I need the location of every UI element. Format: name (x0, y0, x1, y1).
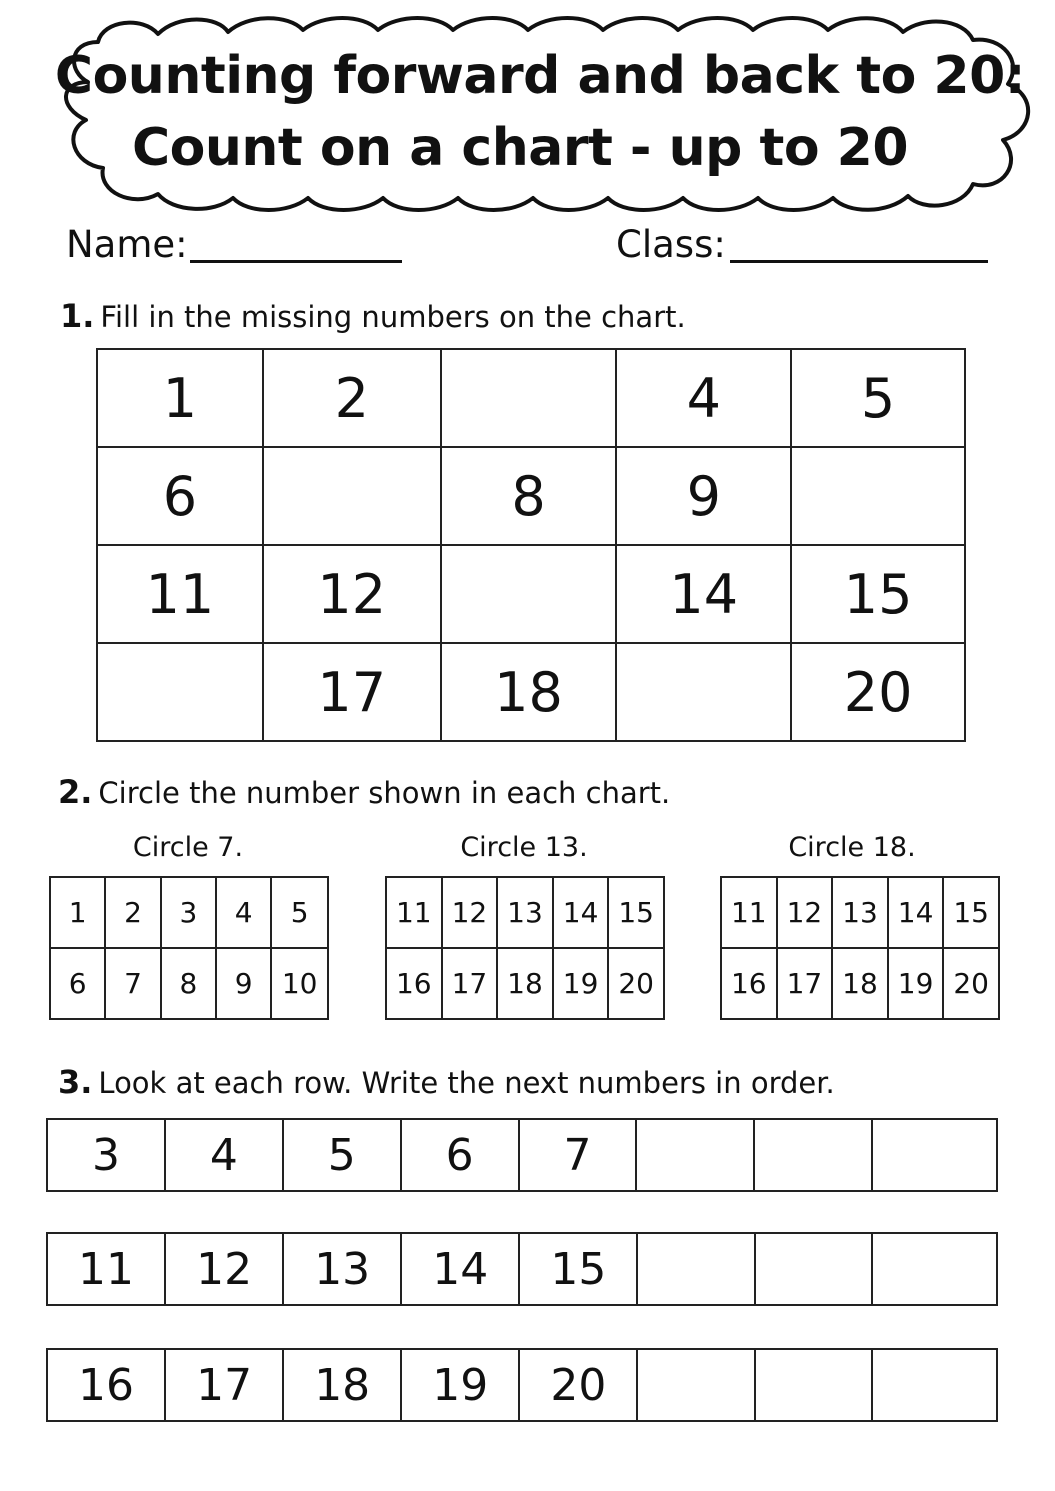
number-cell: 5 (791, 349, 965, 447)
number-cell: 8 (441, 447, 617, 545)
page-title-line-1: Counting forward and back to 20: (54, 46, 1026, 106)
number-cell: 15 (791, 545, 965, 643)
circle-number-cell[interactable]: 9 (216, 948, 271, 1019)
circle-number-cell[interactable]: 2 (105, 877, 160, 948)
circle-number-cell[interactable]: 6 (50, 948, 105, 1019)
number-cell: 18 (441, 643, 617, 741)
number-cell: 20 (519, 1349, 637, 1421)
circle-number-cell[interactable]: 13 (497, 877, 553, 948)
circle-number-cell[interactable]: 8 (161, 948, 216, 1019)
chart-row (50, 948, 328, 1019)
question-2-text: Circle the number shown in each chart. (98, 776, 671, 810)
circle-number-cell[interactable]: 19 (553, 948, 609, 1019)
number-cell: 15 (519, 1233, 637, 1305)
circle-number-cell[interactable]: 20 (943, 948, 999, 1019)
number-cell: 17 (263, 643, 441, 741)
circle-number-cell[interactable]: 16 (386, 948, 442, 1019)
sequence-cells (47, 1233, 997, 1305)
question-1-text: Fill in the missing numbers on the chart. (100, 300, 686, 334)
sequence-row-2 (46, 1232, 998, 1306)
number-cell: 11 (47, 1233, 165, 1305)
circle-chart-2 (385, 876, 665, 1020)
chart-row (97, 643, 965, 741)
blank-answer-cell[interactable] (637, 1349, 754, 1421)
circle-number-cell[interactable]: 18 (832, 948, 888, 1019)
question-2-number: 2. (58, 773, 93, 811)
chart-row (97, 349, 965, 447)
name-label: Name: (66, 223, 188, 266)
sequence-cells (47, 1349, 997, 1421)
number-cell: 2 (263, 349, 441, 447)
sequence-cells (47, 1119, 997, 1191)
number-cell: 9 (616, 447, 791, 545)
circle-number-cell[interactable]: 16 (721, 948, 777, 1019)
chart-row (386, 948, 664, 1019)
circle-number-cell[interactable]: 4 (216, 877, 271, 948)
circle-number-cell[interactable]: 19 (888, 948, 944, 1019)
circle-number-cell[interactable]: 12 (777, 877, 833, 948)
number-cell: 7 (519, 1119, 637, 1191)
number-cell: 6 (401, 1119, 519, 1191)
blank-answer-cell[interactable] (441, 545, 617, 643)
class-label: Class: (616, 223, 726, 266)
name-field[interactable] (190, 260, 402, 263)
sequence-row-1 (46, 1118, 998, 1192)
number-cell: 20 (791, 643, 965, 741)
blank-answer-cell[interactable] (637, 1233, 754, 1305)
blank-answer-cell[interactable] (872, 1233, 997, 1305)
question-1 (60, 298, 686, 335)
question-3-number: 3. (58, 1063, 93, 1101)
blank-answer-cell[interactable] (636, 1119, 754, 1191)
circle-chart-1 (49, 876, 329, 1020)
number-cell: 4 (165, 1119, 283, 1191)
circle-number-cell[interactable]: 10 (271, 948, 328, 1019)
blank-answer-cell[interactable] (441, 349, 617, 447)
number-cell: 12 (263, 545, 441, 643)
circle-number-cell[interactable]: 3 (161, 877, 216, 948)
small-chart-label: Circle 7. (132, 832, 244, 863)
circle-number-cell[interactable]: 15 (608, 877, 664, 948)
circle-number-cell[interactable]: 14 (888, 877, 944, 948)
circle-number-cell[interactable]: 18 (497, 948, 553, 1019)
blank-answer-cell[interactable] (791, 447, 965, 545)
number-cell: 17 (165, 1349, 283, 1421)
number-cell: 19 (401, 1349, 519, 1421)
blank-answer-cell[interactable] (755, 1233, 872, 1305)
number-cell: 1 (97, 349, 263, 447)
circle-number-cell[interactable]: 12 (442, 877, 498, 948)
blank-answer-cell[interactable] (754, 1119, 872, 1191)
circle-number-cell[interactable]: 15 (943, 877, 999, 948)
chart-row (50, 877, 328, 948)
circle-chart-3 (720, 876, 1000, 1020)
small-chart-label: Circle 13. (460, 832, 588, 863)
number-cell: 14 (616, 545, 791, 643)
small-chart-label: Circle 18. (788, 832, 916, 863)
number-cell: 18 (283, 1349, 401, 1421)
blank-answer-cell[interactable] (616, 643, 791, 741)
chart-row (386, 877, 664, 948)
question-3 (58, 1064, 835, 1101)
circle-number-cell[interactable]: 1 (50, 877, 105, 948)
circle-number-cell[interactable]: 13 (832, 877, 888, 948)
question-2 (58, 774, 670, 811)
number-cell: 11 (97, 545, 263, 643)
circle-number-cell[interactable]: 11 (721, 877, 777, 948)
chart-row (97, 545, 965, 643)
number-cell: 13 (283, 1233, 401, 1305)
number-chart-1-to-20 (96, 348, 966, 742)
chart-row (721, 877, 999, 948)
circle-number-cell[interactable]: 14 (553, 877, 609, 948)
number-cell: 5 (283, 1119, 401, 1191)
class-field[interactable] (730, 260, 988, 263)
blank-answer-cell[interactable] (263, 447, 441, 545)
sequence-row-3 (46, 1348, 998, 1422)
circle-number-cell[interactable]: 17 (777, 948, 833, 1019)
number-cell: 4 (616, 349, 791, 447)
blank-answer-cell[interactable] (872, 1119, 997, 1191)
circle-number-cell[interactable]: 7 (105, 948, 160, 1019)
number-cell: 6 (97, 447, 263, 545)
question-1-number: 1. (60, 297, 95, 335)
chart-row (97, 447, 965, 545)
blank-answer-cell[interactable] (872, 1349, 997, 1421)
circle-number-cell[interactable]: 11 (386, 877, 442, 948)
number-cell: 14 (401, 1233, 519, 1305)
question-3-text: Look at each row. Write the next numbers in order. (98, 1066, 835, 1100)
circle-number-cell[interactable]: 5 (271, 877, 328, 948)
number-cell: 3 (47, 1119, 165, 1191)
cloud-outline-icon (48, 12, 1038, 218)
chart-row (721, 948, 999, 1019)
circle-number-cell[interactable]: 17 (442, 948, 498, 1019)
circle-number-cell[interactable]: 20 (608, 948, 664, 1019)
blank-answer-cell[interactable] (755, 1349, 872, 1421)
number-cell: 16 (47, 1349, 165, 1421)
number-cell: 12 (165, 1233, 283, 1305)
page-title-line-2: Count on a chart - up to 20 (131, 118, 909, 178)
title-cloud (48, 12, 1038, 218)
blank-answer-cell[interactable] (97, 643, 263, 741)
